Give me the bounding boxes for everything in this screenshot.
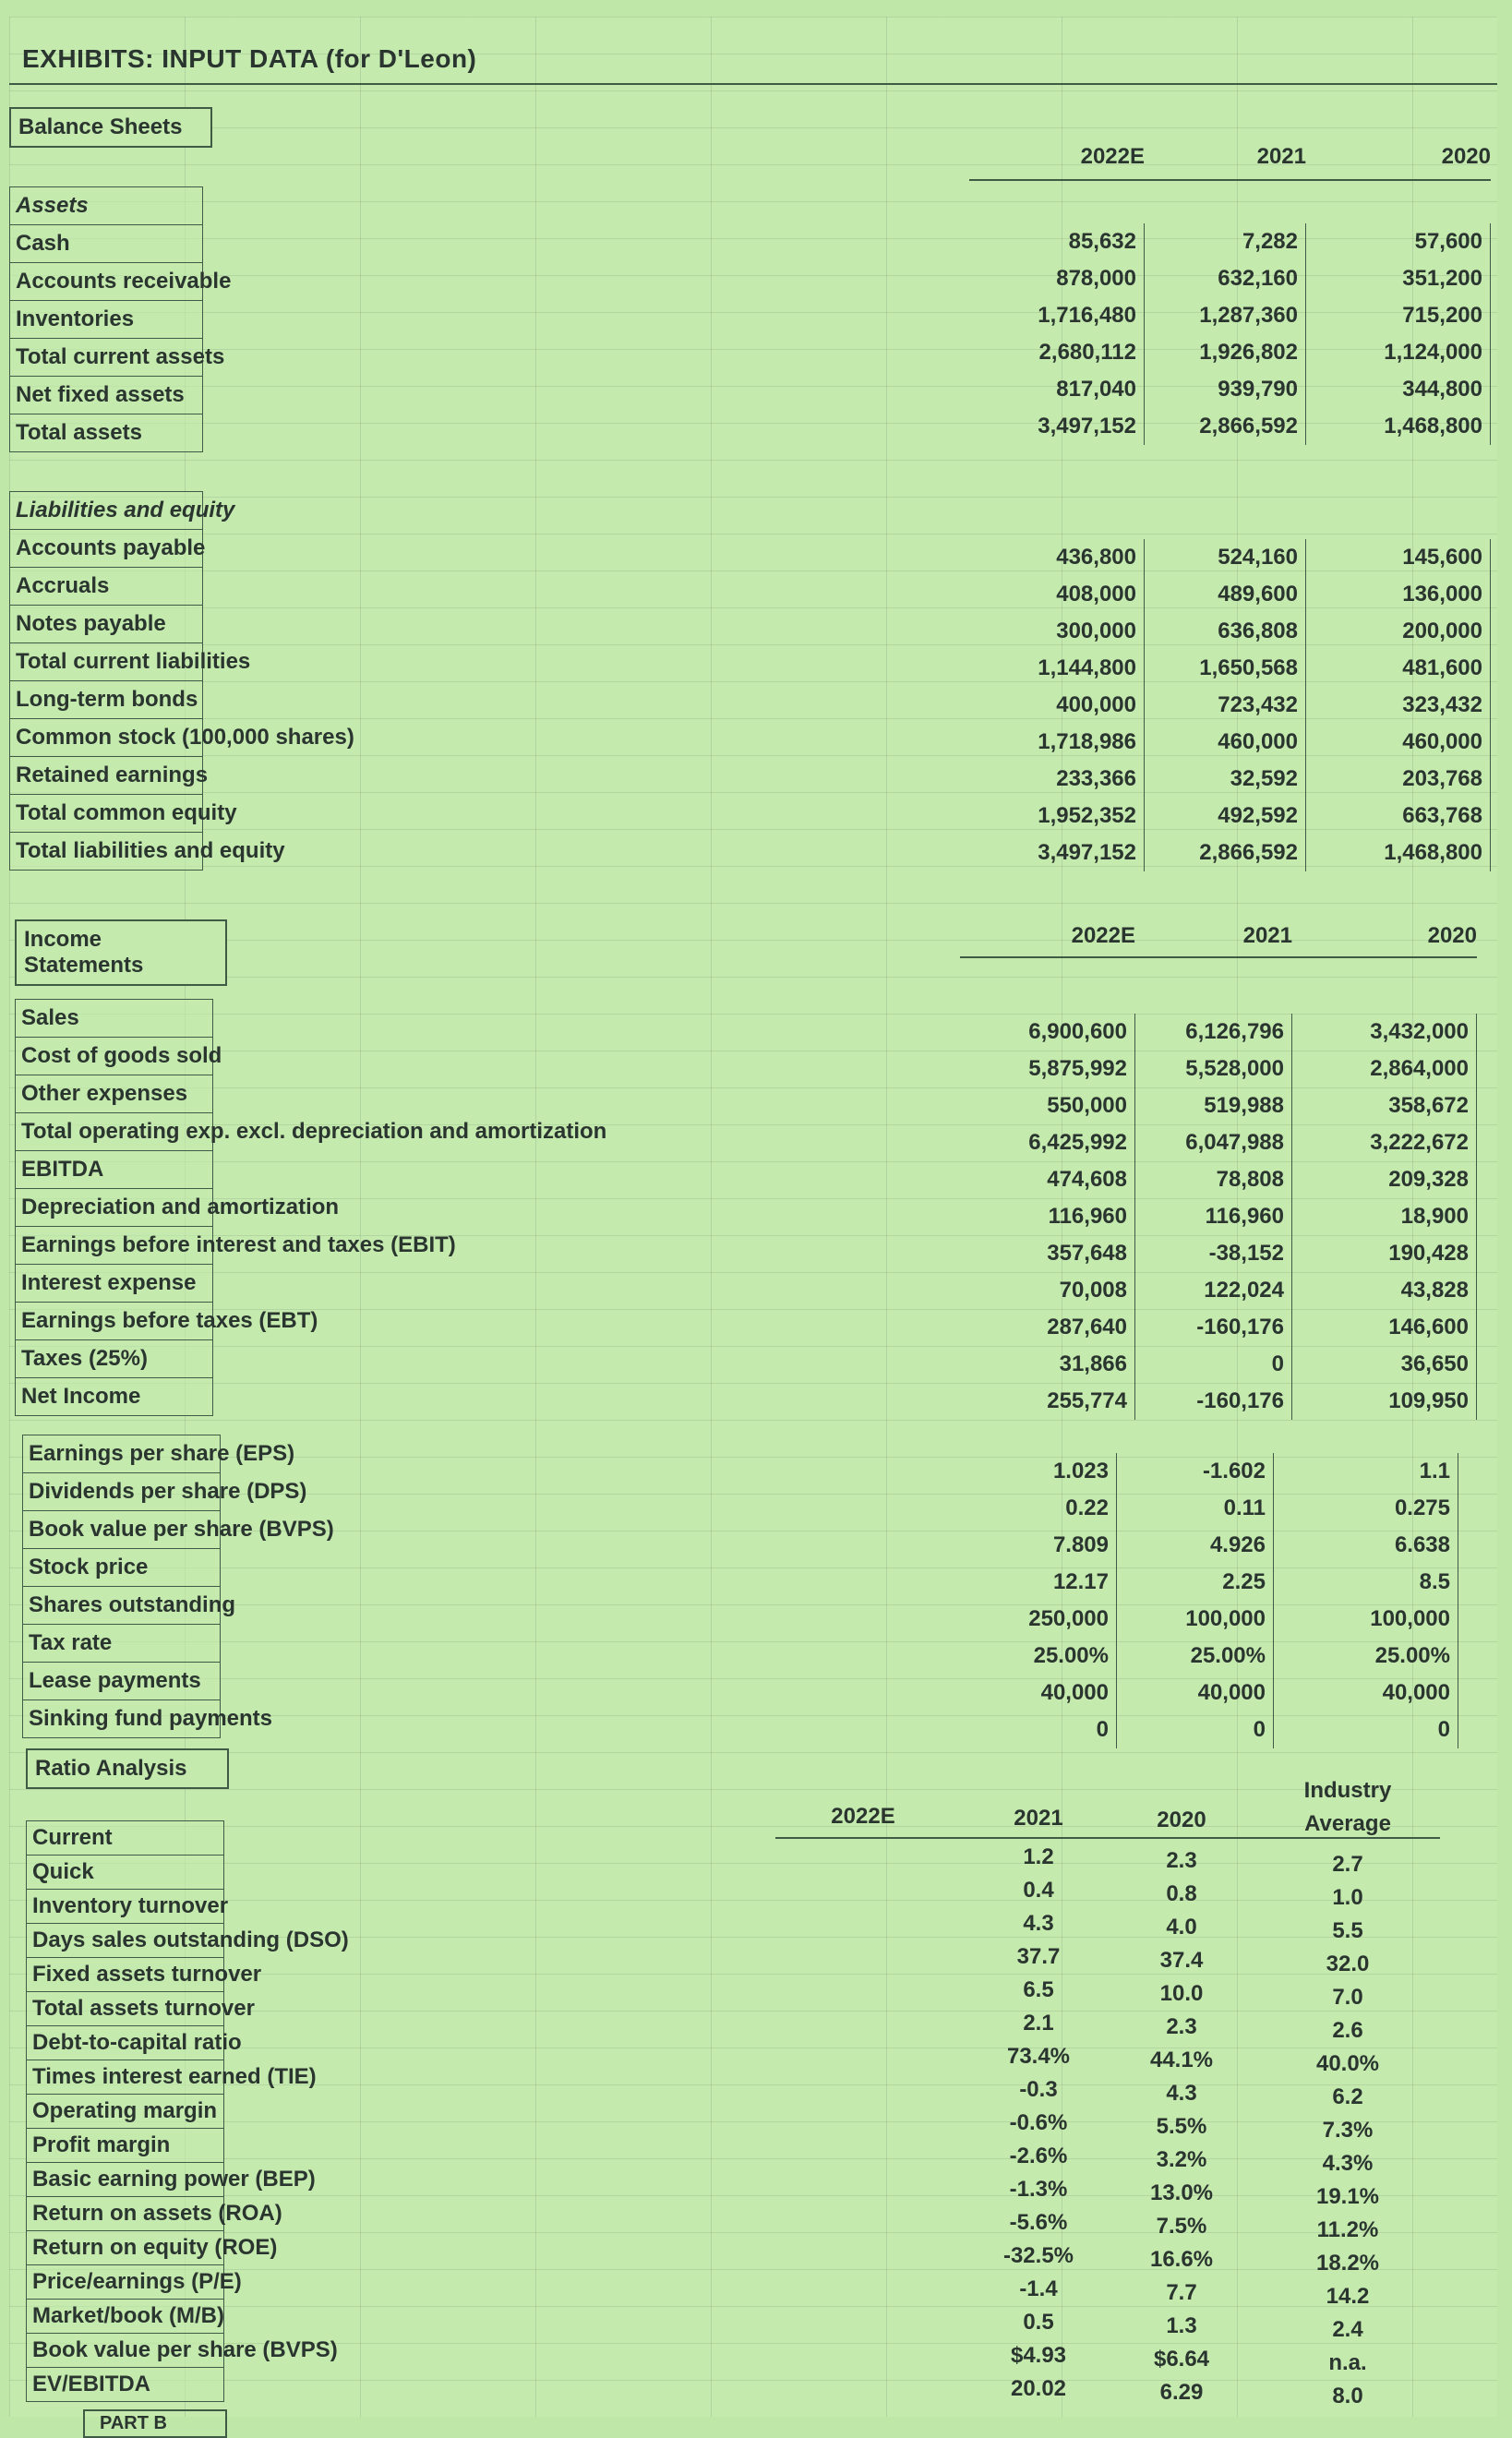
row-label: Book value per share (BVPS) [22,1511,221,1549]
cell: 524,160 [1145,539,1306,576]
pershare-col-2020 [1274,1453,1458,1748]
row-label: Accounts payable [9,530,203,568]
cell: 1,926,802 [1145,334,1306,371]
cell: 40,000 [1117,1675,1274,1711]
cell: 2.1 [1023,2011,1054,2036]
cell: -32.5% [1002,2243,1074,2268]
cell: 40,000 [960,1675,1117,1711]
assets-col-2020 [1306,223,1491,445]
cell: 20.02 [1010,2376,1067,2401]
row-label-cash: Cash [9,225,203,263]
row-label: Other expenses [15,1075,213,1113]
row-label-net-fixed-assets: Net fixed assets [9,377,203,414]
cell: 0.5 [1023,2310,1054,2335]
cell: 2.25 [1117,1564,1274,1601]
cell: 255,774 [960,1383,1135,1420]
cell: 6.5 [1023,1977,1054,2002]
cell: 14.2 [1326,2284,1370,2309]
cell: 73.4% [1006,2044,1071,2069]
cell: 116,960 [1135,1198,1292,1235]
liab-col-2022e [969,539,1145,871]
cell: -160,176 [1135,1383,1292,1420]
row-label: Earnings per share (EPS) [22,1435,221,1473]
cell: -2.6% [1009,2144,1068,2168]
cell: -0.6% [1009,2110,1068,2135]
cell: 2.6 [1332,2018,1363,2043]
cell: 4.3 [1166,2081,1197,2106]
cell: 5.5% [1156,2114,1207,2139]
cell: 8.5 [1274,1564,1458,1601]
cell: 344,800 [1306,371,1491,408]
row-label: Profit margin [26,2129,224,2163]
cell: 1.3 [1166,2313,1197,2338]
row-label: Sales [15,999,213,1038]
cell: 6.29 [1159,2380,1204,2405]
cell: 2.4 [1332,2317,1363,2342]
cell: 25.00% [960,1638,1117,1675]
cell: 8.0 [1332,2384,1363,2408]
cell: 3,432,000 [1292,1014,1477,1051]
spreadsheet [9,17,1497,2433]
pershare-labels [22,1435,334,1738]
cell: 6,047,988 [1135,1124,1292,1161]
cell: 0 [1135,1346,1292,1383]
balance-year-2020: 2020 [1441,144,1491,169]
cell: 0 [1274,1711,1458,1748]
cell: 31,866 [960,1346,1135,1383]
cell: 40.0% [1315,2051,1380,2076]
cell: 145,600 [1306,539,1491,576]
cell: 116,960 [960,1198,1135,1235]
cell: 85,632 [969,223,1145,260]
ratio-header-average: Average [1304,1811,1391,1836]
income-labels [15,999,607,1416]
row-label: Accruals [9,568,203,606]
cell: 358,672 [1292,1087,1477,1124]
cell: 0 [960,1711,1117,1748]
cell: 40,000 [1274,1675,1458,1711]
cell: 2,680,112 [969,334,1145,371]
row-label: Long-term bonds [9,681,203,719]
row-label-total-current-assets: Total current assets [9,339,203,377]
cell: 25.00% [1274,1638,1458,1675]
cell: 12.17 [960,1564,1117,1601]
row-label: Operating margin [26,2095,224,2129]
cell: 323,432 [1306,687,1491,724]
row-label: Price/earnings (P/E) [26,2265,224,2300]
cell: 5.5 [1332,1918,1363,1943]
cell: 1,716,480 [969,297,1145,334]
ratio-labels [26,1820,349,2402]
cell: 122,024 [1135,1272,1292,1309]
cell: 492,592 [1145,798,1306,835]
cell: 7.7 [1166,2280,1197,2305]
cell: 100,000 [1274,1601,1458,1638]
cell: 474,608 [960,1161,1135,1198]
pershare-col-2021 [1117,1453,1274,1748]
row-label: Total current liabilities [9,643,203,681]
row-label: Retained earnings [9,757,203,795]
cell: -1.3% [1009,2177,1068,2202]
ratio-section-label: Ratio Analysis [26,1748,229,1789]
row-label: Common stock (100,000 shares) [9,719,203,757]
cell: 209,328 [1292,1161,1477,1198]
liab-col-2021 [1145,539,1306,871]
cell: 7,282 [1145,223,1306,260]
cell: 1,124,000 [1306,334,1491,371]
cell: 37.4 [1159,1948,1204,1973]
row-label: Total liabilities and equity [9,833,203,871]
cell: 0.8 [1166,1881,1197,1906]
cell: 4.0 [1166,1915,1197,1940]
cell: 1,468,800 [1306,408,1491,445]
cell: 250,000 [960,1601,1117,1638]
cell: -5.6% [1009,2210,1068,2235]
row-label: Total assets turnover [26,1992,224,2026]
row-label: Interest expense [15,1265,213,1303]
cell: 1,144,800 [969,650,1145,687]
cell: 5,528,000 [1135,1051,1292,1087]
cell: 715,200 [1306,297,1491,334]
cell: 32,592 [1145,761,1306,798]
ratio-col-2021 [969,1841,1108,2406]
cell: 0.22 [960,1490,1117,1527]
cell: 632,160 [1145,260,1306,297]
asset-labels [9,186,232,452]
cell: 0.4 [1023,1878,1054,1903]
cell: n.a. [1328,2350,1367,2375]
liability-labels [9,491,354,871]
cell: 663,768 [1306,798,1491,835]
row-label: Days sales outstanding (DSO) [26,1924,224,1958]
cell: 1,650,568 [1145,650,1306,687]
income-col-2021 [1135,1014,1292,1420]
cell: 351,200 [1306,260,1491,297]
cell: 723,432 [1145,687,1306,724]
assets-heading: Assets [9,186,203,225]
row-label: Lease payments [22,1663,221,1700]
cell: 13.0% [1149,2180,1214,2205]
cell: 18.2% [1315,2251,1380,2276]
balance-year-2022e: 2022E [1080,144,1145,169]
cell: 25.00% [1117,1638,1274,1675]
row-label: Net Income [15,1378,213,1416]
cell: 878,000 [969,260,1145,297]
row-label: Times interest earned (TIE) [26,2060,224,2095]
cell: 11.2% [1316,2217,1379,2242]
ratio-col-industry [1260,1848,1435,2413]
cell: 3,497,152 [969,408,1145,445]
cell: 519,988 [1135,1087,1292,1124]
balance-year-2021: 2021 [1256,144,1306,169]
cell: -1.4 [1019,2276,1058,2301]
cell: 460,000 [1306,724,1491,761]
liab-col-2020 [1306,539,1491,871]
cell: 1,287,360 [1145,297,1306,334]
income-col-2020 [1292,1014,1477,1420]
cell: 190,428 [1292,1235,1477,1272]
cell: 203,768 [1306,761,1491,798]
cell: 2,866,592 [1145,408,1306,445]
cell: 636,808 [1145,613,1306,650]
row-label: Depreciation and amortization [15,1189,213,1227]
part-b-label: PART B [83,2409,227,2438]
cell: 78,808 [1135,1161,1292,1198]
cell: 2,866,592 [1145,835,1306,871]
cell: 1,718,986 [969,724,1145,761]
income-year-2022e: 2022E [1071,923,1135,948]
cell: 481,600 [1306,650,1491,687]
row-label: Notes payable [9,606,203,643]
cell: 357,648 [960,1235,1135,1272]
row-label: Basic earning power (BEP) [26,2163,224,2197]
ratio-header-rule [775,1837,1440,1839]
cell: 939,790 [1145,371,1306,408]
cell: 7.0 [1332,1985,1363,2010]
cell: 233,366 [969,761,1145,798]
cell: 19.1% [1315,2184,1380,2209]
cell: 57,600 [1306,223,1491,260]
cell: -160,176 [1135,1309,1292,1346]
row-label: Cost of goods sold [15,1038,213,1075]
income-header-rule [960,956,1477,958]
cell: 16.6% [1149,2247,1214,2272]
cell: 2.3 [1166,2014,1197,2039]
title-divider [9,83,1497,85]
cell: 1.0 [1332,1885,1363,1910]
cell: 1.023 [960,1453,1117,1490]
cell: 70,008 [960,1272,1135,1309]
row-label: Earnings before taxes (EBT) [15,1303,213,1340]
cell: 3,497,152 [969,835,1145,871]
cell: 32.0 [1326,1952,1370,1976]
income-year-2020: 2020 [1427,923,1477,948]
cell: 2,864,000 [1292,1051,1477,1087]
cell: 7.809 [960,1527,1117,1564]
cell: 6.638 [1274,1527,1458,1564]
row-label: Total operating exp. excl. depreciation and amortization [15,1113,213,1151]
ratio-header-2020: 2020 [1157,1807,1206,1832]
cell: 489,600 [1145,576,1306,613]
row-label: EBITDA [15,1151,213,1189]
ratio-header-2021: 2021 [1014,1806,1063,1831]
row-label: Book value per share (BVPS) [26,2334,224,2368]
cell: -38,152 [1135,1235,1292,1272]
sheet-title: EXHIBITS: INPUT DATA (for D'Leon) [22,44,477,73]
cell: 300,000 [969,613,1145,650]
cell: 6,425,992 [960,1124,1135,1161]
row-label: Current [26,1820,224,1856]
assets-col-2022e [969,223,1145,445]
cell: $4.93 [1010,2343,1067,2368]
cell: 7.3% [1322,2118,1374,2143]
row-label-inventories: Inventories [9,301,203,339]
cell: 0.275 [1274,1490,1458,1527]
cell: 3.2% [1156,2147,1207,2172]
cell: 0.11 [1117,1490,1274,1527]
cell: 18,900 [1292,1198,1477,1235]
cell: 200,000 [1306,613,1491,650]
cell: 37.7 [1016,1944,1061,1969]
cell: 1,468,800 [1306,835,1491,871]
cell: 44.1% [1149,2048,1214,2072]
cell: 100,000 [1117,1601,1274,1638]
cell: 4.3 [1023,1911,1054,1936]
cell: 4.926 [1117,1527,1274,1564]
cell: -1.602 [1117,1453,1274,1490]
cell: 10.0 [1159,1981,1204,2006]
row-label-ar: Accounts receivable [9,263,203,301]
row-label-total-assets: Total assets [9,414,203,452]
income-year-2021: 2021 [1242,923,1292,948]
row-label: Shares outstanding [22,1587,221,1625]
row-label: Debt-to-capital ratio [26,2026,224,2060]
cell: 460,000 [1145,724,1306,761]
pershare-col-2022e [960,1453,1117,1748]
row-label: Stock price [22,1549,221,1587]
assets-col-2021 [1145,223,1306,445]
row-label: Taxes (25%) [15,1340,213,1378]
cell: 408,000 [969,576,1145,613]
row-label: Return on assets (ROA) [26,2197,224,2231]
cell: 817,040 [969,371,1145,408]
cell: 2.7 [1332,1852,1363,1877]
balance-header-rule [969,179,1491,181]
ratio-header-2022e: 2022E [831,1804,895,1829]
row-label: Fixed assets turnover [26,1958,224,1992]
row-label: Total common equity [9,795,203,833]
cell: 146,600 [1292,1309,1477,1346]
cell: -0.3 [1019,2077,1058,2102]
row-label: EV/EBITDA [26,2368,224,2402]
row-label: Dividends per share (DPS) [22,1473,221,1511]
row-label: Quick [26,1856,224,1890]
cell: 550,000 [960,1087,1135,1124]
income-col-2022e [960,1014,1135,1420]
cell: 1.1 [1274,1453,1458,1490]
cell: 109,950 [1292,1383,1477,1420]
cell: 400,000 [969,687,1145,724]
cell: 287,640 [960,1309,1135,1346]
balance-section-label: Balance Sheets [9,107,212,148]
cell: 0 [1117,1711,1274,1748]
cell: 436,800 [969,539,1145,576]
row-label: Sinking fund payments [22,1700,221,1738]
row-label: Tax rate [22,1625,221,1663]
cell: 1,952,352 [969,798,1145,835]
row-label: Return on equity (ROE) [26,2231,224,2265]
cell: 5,875,992 [960,1051,1135,1087]
cell: $6.64 [1153,2347,1210,2372]
cell: 1.2 [1023,1844,1054,1869]
cell: 2.3 [1166,1848,1197,1873]
cell: 7.5% [1156,2214,1207,2239]
ratio-header-industry: Industry [1303,1778,1392,1803]
cell: 3,222,672 [1292,1124,1477,1161]
income-section-label: Income Statements [15,919,227,986]
cell: 43,828 [1292,1272,1477,1309]
liabilities-heading: Liabilities and equity [9,491,203,530]
row-label: Inventory turnover [26,1890,224,1924]
cell: 136,000 [1306,576,1491,613]
ratio-col-2020 [1108,1844,1255,2409]
row-label: Market/book (M/B) [26,2300,224,2334]
cell: 6,900,600 [960,1014,1135,1051]
cell: 6,126,796 [1135,1014,1292,1051]
cell: 6.2 [1332,2084,1363,2109]
cell: 36,650 [1292,1346,1477,1383]
cell: 4.3% [1322,2151,1374,2176]
row-label: Earnings before interest and taxes (EBIT) [15,1227,213,1265]
